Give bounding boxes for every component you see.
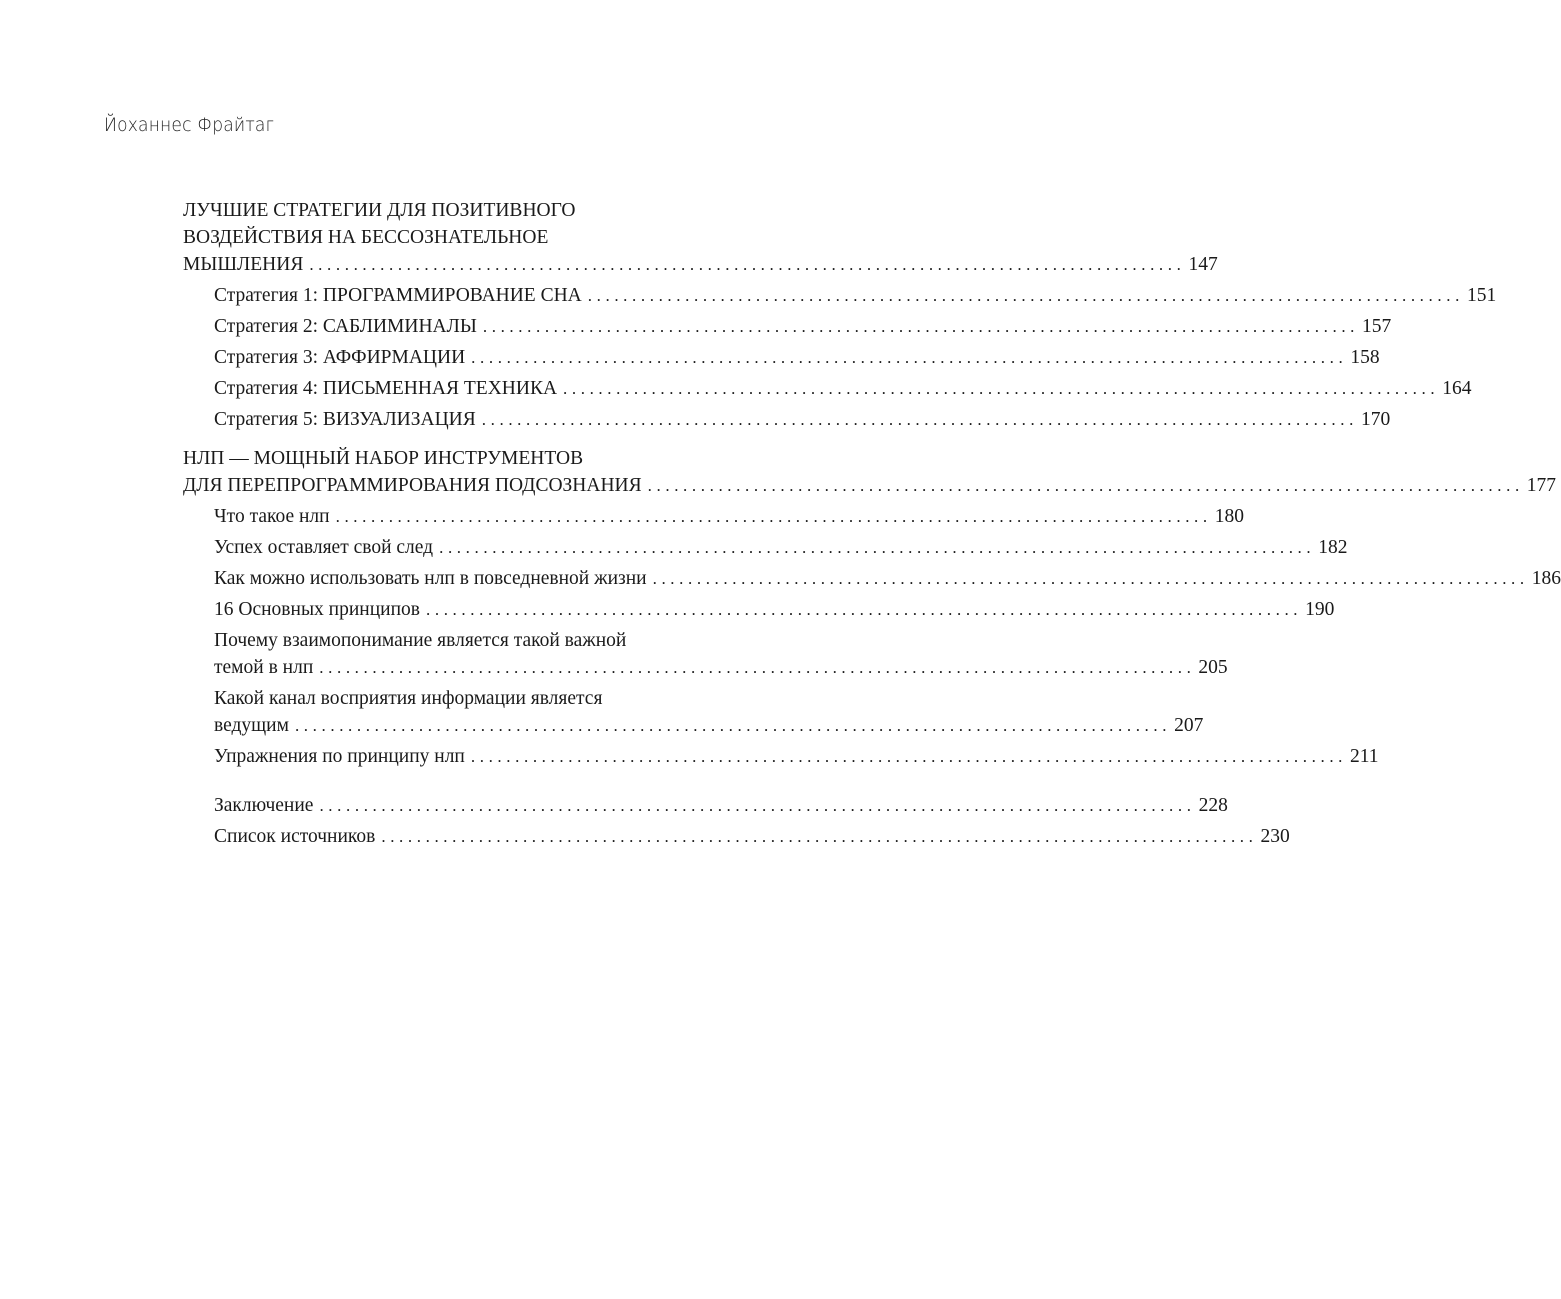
toc-entry[interactable] xyxy=(214,375,1472,402)
dot-leader: ................................................................................................... xyxy=(294,716,1172,735)
toc-entry-label: Стратегия 2: САБЛИМИНАЛЫ xyxy=(214,316,477,337)
toc-entry-label: темой в нлп xyxy=(214,657,314,678)
dot-leader: ................................................................................................... xyxy=(426,600,1303,619)
toc-entry[interactable] xyxy=(214,313,1392,340)
page-number: 147 xyxy=(1188,254,1218,275)
toc-entry[interactable] xyxy=(214,344,1380,371)
table-of-contents xyxy=(183,197,1561,859)
dot-leader: ................................................................................................... xyxy=(481,410,1358,429)
toc-entry-label: Успех оставляет свой след xyxy=(214,537,434,558)
section-title-last-line: ДЛЯ ПЕРЕПРОГРАММИРОВАНИЯ ПОДСОЗНАНИЯ xyxy=(183,475,642,496)
page-number: 151 xyxy=(1466,285,1497,306)
dot-leader: ................................................................................................... xyxy=(470,747,1348,766)
page-number: 164 xyxy=(1442,378,1472,399)
dot-leader: ................................................................................................... xyxy=(309,255,1186,274)
page-number: 157 xyxy=(1362,316,1392,337)
toc-entry-label: Упражнения по принципу нлп xyxy=(214,746,465,767)
toc-entry-label: 16 Основных принципов xyxy=(214,599,420,620)
page-number: 205 xyxy=(1198,657,1228,678)
toc-entries xyxy=(183,503,1561,850)
page-number: 170 xyxy=(1360,409,1391,430)
page-number: 180 xyxy=(1214,506,1244,527)
toc-entry[interactable] xyxy=(214,503,1244,530)
toc-entry-label: Стратегия 4: ПИСЬМЕННАЯ ТЕХНИКА xyxy=(214,378,558,399)
dot-leader: ................................................................................................... xyxy=(482,317,1360,336)
toc-entry-label: Как можно использовать нлп в повседневной жизни xyxy=(214,568,647,589)
toc-entry-label: Список источников xyxy=(214,826,376,847)
page-number: 158 xyxy=(1350,347,1380,368)
toc-section-heading-line[interactable] xyxy=(183,251,1218,278)
toc-entry-conclusion[interactable] xyxy=(214,792,1228,819)
toc-entry[interactable] xyxy=(214,406,1391,433)
dot-leader: ................................................................................................... xyxy=(647,476,1524,495)
page-number: 182 xyxy=(1318,537,1348,558)
section-title-line: ЛУЧШИЕ СТРАТЕГИИ ДЛЯ ПОЗИТИВНОГО xyxy=(183,200,576,221)
dot-leader: ................................................................................................... xyxy=(471,348,1348,367)
dot-leader: ................................................................................................... xyxy=(381,827,1258,846)
section-title-last-line: МЫШЛЕНИЯ xyxy=(183,254,304,275)
toc-entry[interactable] xyxy=(214,534,1348,561)
dot-leader: ................................................................................................... xyxy=(587,286,1464,305)
toc-entry[interactable] xyxy=(214,282,1497,309)
toc-entry-sources[interactable] xyxy=(214,823,1290,850)
toc-entry-label-first-line: Почему взаимопонимание является такой важной xyxy=(214,630,627,651)
page-number: 228 xyxy=(1198,795,1228,816)
page-number: 230 xyxy=(1260,826,1290,847)
dot-leader: ................................................................................................... xyxy=(439,538,1316,557)
toc-entry[interactable] xyxy=(214,685,1204,739)
toc-entries xyxy=(183,282,1497,433)
page-number: 207 xyxy=(1174,715,1204,736)
dot-leader: ................................................................................................... xyxy=(563,379,1440,398)
toc-entry-label: Что такое нлп xyxy=(214,506,330,527)
toc-entry-label: Заключение xyxy=(214,795,314,816)
toc-entry-label: Стратегия 3: АФФИРМАЦИИ xyxy=(214,347,466,368)
toc-entry[interactable] xyxy=(214,596,1335,623)
spacer xyxy=(214,770,789,788)
toc-entry[interactable] xyxy=(214,565,1561,592)
dot-leader: ................................................................................................... xyxy=(319,658,1196,677)
section-title-line: ВОЗДЕЙСТВИЯ НА БЕССОЗНАТЕЛЬНОЕ xyxy=(183,227,549,248)
dot-leader: ................................................................................................... xyxy=(652,569,1529,588)
page-number: 211 xyxy=(1350,746,1379,767)
toc-entry-label-first-line: Какой канал восприятия информации является xyxy=(214,688,603,709)
toc-entry-label: Стратегия 5: ВИЗУАЛИЗАЦИЯ xyxy=(214,409,476,430)
toc-entry[interactable] xyxy=(214,743,1379,770)
page-number: 177 xyxy=(1526,475,1557,496)
section-title-line: НЛП — МОЩНЫЙ НАБОР ИНСТРУМЕНТОВ xyxy=(183,448,584,469)
dot-leader: ................................................................................................... xyxy=(335,507,1212,526)
running-head-author: Йоханнес Фрайтаг xyxy=(104,114,275,136)
toc-section-nlp xyxy=(183,445,1561,850)
dot-leader: ................................................................................................... xyxy=(319,796,1196,815)
toc-section-strategies xyxy=(183,197,1497,433)
toc-entry-label: ведущим xyxy=(214,715,289,736)
toc-entry-label: Стратегия 1: ПРОГРАММИРОВАНИЕ СНА xyxy=(214,285,582,306)
toc-section-heading-line[interactable] xyxy=(183,472,1557,499)
page-number: 190 xyxy=(1305,599,1335,620)
page-number: 186 xyxy=(1531,568,1561,589)
toc-entry[interactable] xyxy=(214,627,1228,681)
